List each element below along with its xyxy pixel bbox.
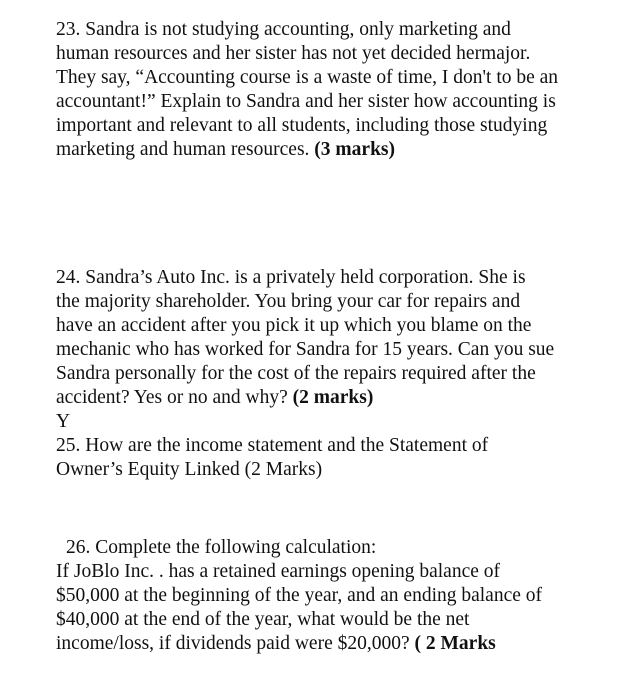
question-23-line-5: important and relevant to all students, including those studying [56,115,548,136]
question-26-line-4-text: income/loss, if dividends paid were $20,000? [56,633,415,654]
question-24-answer: Y [56,411,71,432]
question-23-line-6 [56,138,616,162]
question-24-line-3: have an accident after you pick it up which you blame on the [56,315,532,336]
question-26-heading: 26. Complete the following calculation: [66,537,377,558]
question-23-line-3: They say, “Accounting course is a waste of time, I don't to be an [56,67,559,88]
question-25-line-1: 25. How are the income statement and the Statement of [56,435,489,456]
question-24-line-2: the majority shareholder. You bring your car for repairs and [56,291,521,312]
question-24-marks: (2 marks) [292,387,374,408]
question-24-line-4: mechanic who has worked for Sandra for 15 years. Can you sue [56,339,555,360]
question-23-line-2: human resources and her sister has not yet decided hermajor. [56,43,531,64]
question-24 [56,266,616,434]
question-26-line-2: $50,000 at the beginning of the year, and an ending balance of [56,585,543,606]
question-24-line-6-text: accident? Yes or no and why? [56,387,293,408]
question-26-line-3: $40,000 at the end of the year, what would be the net [56,609,470,630]
question-25-line-2: Owner’s Equity Linked (2 Marks) [56,459,323,480]
question-25 [56,434,616,482]
question-23-marks: (3 marks) [314,139,395,160]
question-26-line-1: If JoBlo Inc. . has a retained earnings opening balance of [56,561,501,582]
question-26 [56,536,616,656]
question-26-marks: ( 2 Marks [414,633,496,654]
question-24-line-1: 24. Sandra’s Auto Inc. is a privately held corporation. She is [56,267,526,288]
question-23 [56,18,616,162]
question-24-line-6 [56,386,616,410]
question-23-line-6-text: marketing and human resources. [56,139,315,160]
question-24-line-5: Sandra personally for the cost of the repairs required after the [56,363,536,384]
question-26-line-4 [56,632,616,656]
question-23-line-4: accountant!” Explain to Sandra and her sister how accounting is [56,91,556,112]
question-23-line-1: 23. Sandra is not studying accounting, only marketing and [56,19,511,40]
